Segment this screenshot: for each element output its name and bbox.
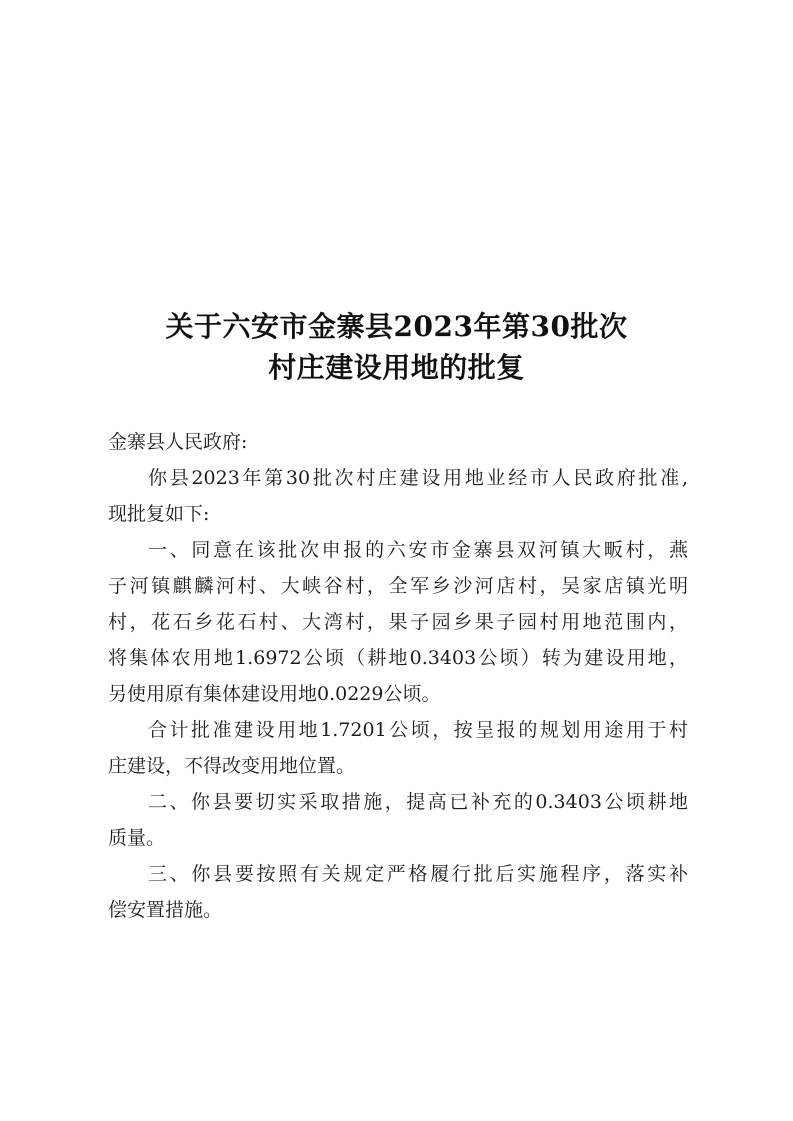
document-title-line-1: 关于六安市金寨县2023年第30批次 bbox=[165, 310, 628, 343]
paragraph-item-two bbox=[108, 784, 688, 856]
paragraph-item-one bbox=[108, 532, 688, 712]
paragraph-line: 合计批准建设用地1.7201公顷，按呈报的规划用途用于村 bbox=[148, 719, 688, 741]
salutation: 金寨县人民政府: bbox=[108, 431, 248, 453]
paragraph-line: 偿安置措施。 bbox=[108, 899, 223, 921]
paragraph-item-three bbox=[108, 856, 688, 928]
paragraph-total bbox=[108, 712, 688, 784]
paragraph-line: 质量。 bbox=[108, 827, 166, 849]
paragraph-line: 二、你县要切实采取措施，提高已补充的0.3403公顷耕地 bbox=[148, 791, 688, 813]
document-title-line-2: 村庄建设用地的批复 bbox=[268, 351, 525, 384]
paragraph-line: 三、你县要按照有关规定严格履行批后实施程序，落实补 bbox=[148, 863, 688, 885]
paragraph-line: 庄建设，不得改变用地位置。 bbox=[108, 755, 356, 777]
document-body bbox=[108, 424, 688, 928]
paragraph-line: 村，花石乡花石村、大湾村，果子园乡果子园村用地范围内， bbox=[108, 611, 688, 633]
paragraph-line: 子河镇麒麟河村、大峡谷村，全军乡沙河店村，吴家店镇光明 bbox=[108, 575, 688, 597]
paragraph-line: 你县2023年第30批次村庄建设用地业经市人民政府批准, bbox=[148, 467, 688, 489]
paragraph-line: 另使用原有集体建设用地0.0229公顷。 bbox=[108, 683, 441, 705]
paragraph-intro bbox=[108, 460, 688, 532]
paragraph-line: 一、同意在该批次申报的六安市金寨县双河镇大畈村，燕 bbox=[148, 539, 688, 561]
paragraph-line: 现批复如下: bbox=[108, 503, 210, 525]
paragraph-line: 将集体农用地1.6972公顷（耕地0.3403公顷）转为建设用地， bbox=[108, 647, 688, 669]
